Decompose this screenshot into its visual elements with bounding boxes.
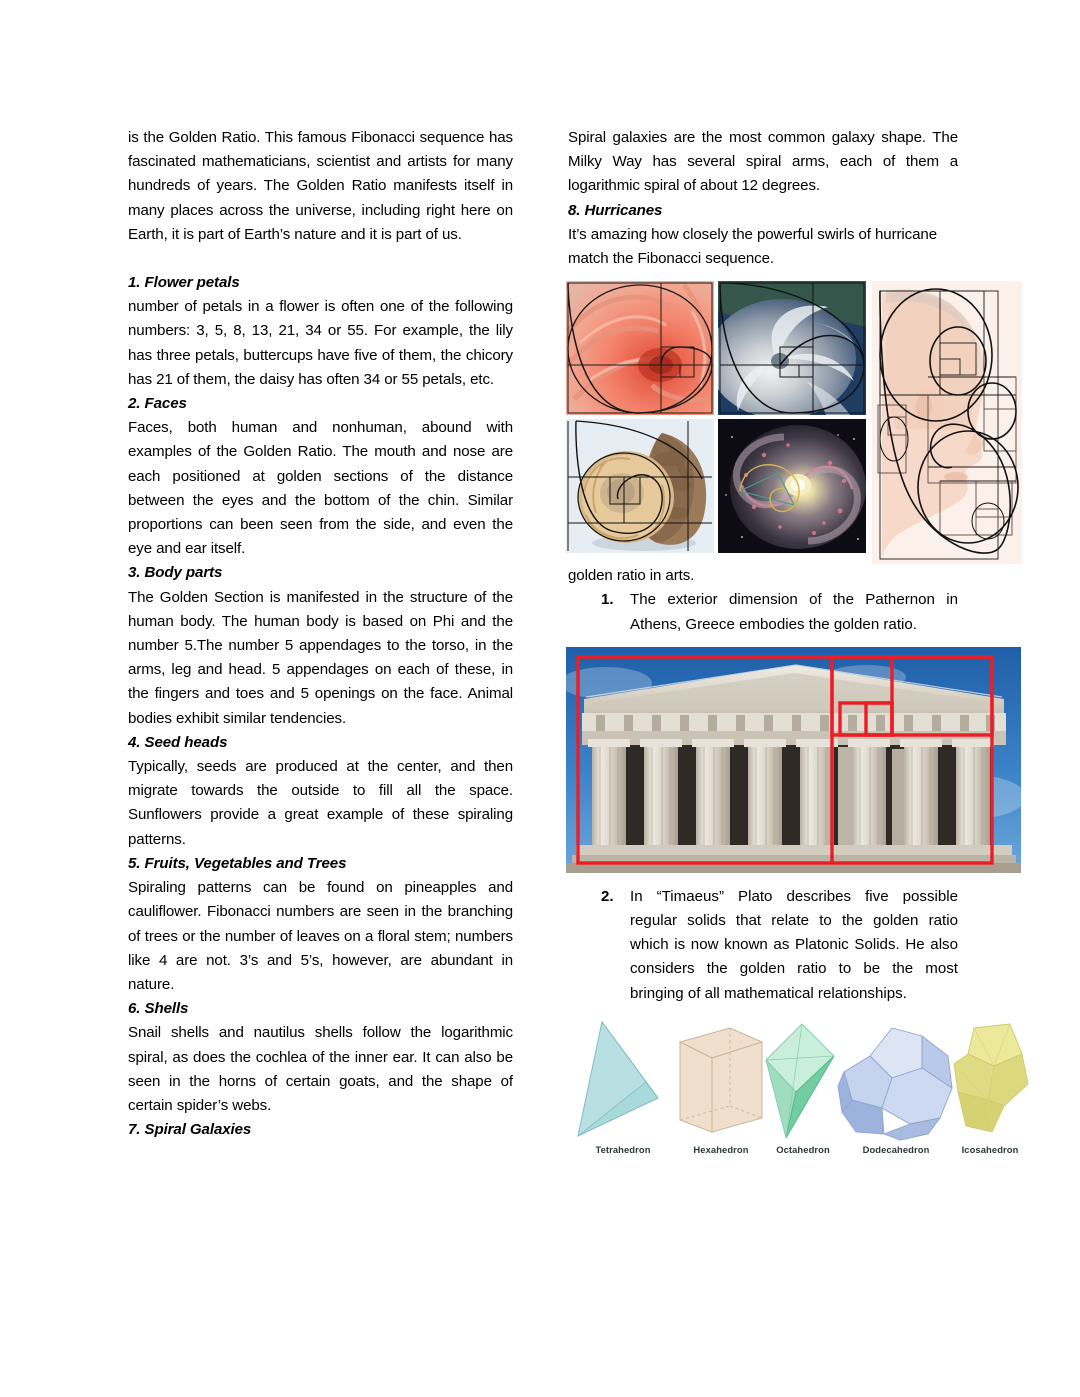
arts-list-item-platonic-solids [568,885,958,1006]
arts-list [568,588,958,636]
golden-spiral-collage [566,281,1022,564]
list-number: 2. [601,887,614,905]
two-column-layout [128,126,1019,1172]
arts-list-second [568,885,958,1006]
left-column [128,126,513,1172]
section-heading-shells: 6. Shells [128,1000,189,1018]
section-heading-flower-petals: 1. Flower petals [128,274,240,292]
solid-label-hexahedron: Hexahedron [693,1143,749,1155]
section-heading-faces: 2. Faces [128,395,187,413]
arts-list-item-parthenon [568,588,958,636]
parthenon-golden-rectangles [566,647,1021,873]
solid-dodecahedron [838,1028,952,1140]
section-heading-seed-heads: 4. Seed heads [128,733,228,751]
solid-label-dodecahedron: Dodecahedron [862,1143,930,1155]
section-body-fruits-vegetables-trees: Spiraling patterns can be found on pineapples and cauliflower. Fibonacci numbers are seen in the branching of trees or the number of leaves on a floral stem; numbers like 4 are not. 3’s and 5’s, however, are abundant in nature. [128,879,513,993]
collage-panel-hurricane [718,281,866,415]
list-number: 1. [601,591,614,609]
collage-panel-face-profile [872,281,1022,564]
collage-panel-rose [566,281,714,415]
arts-lead-in: golden ratio in arts. [568,567,695,585]
right-column [568,126,1019,1172]
section-heading-hurricanes: 8. Hurricanes [568,201,663,219]
solid-octahedron [766,1024,834,1138]
solid-label-octahedron: Octahedron [776,1143,830,1155]
section-body-body-parts: The Golden Section is manifested in the structure of the human body. The human body is based on Phi and the number 5.The number 5 appendages to the torso, in the arms, leg and head. 5 appendages on each of these, in the fingers and toes and 5 openings on the face. Animal bodies exhibit similar tendencies. [128,588,513,727]
section-body-faces: Faces, both human and nonhuman, abound with examples of the Golden Ratio. The mouth and nose are each positioned at golden sections of the distance between the eyes and the bottom of the chin. Similar proportions can been seen from the side, and even the eye and ear itself. [128,419,513,558]
section-body-seed-heads: Typically, seeds are produced at the center, and then migrate towards the outside to fill all the space. Sunflowers provide a great example of these spiraling patterns. [128,758,513,848]
solid-label-tetrahedron: Tetrahedron [595,1143,651,1155]
section-body-hurricanes: It’s amazing how closely the powerful swirls of hurricane match the Fibonacci sequence. [568,225,938,268]
section-heading-fruits-vegetables-trees: 5. Fruits, Vegetables and Trees [128,854,347,872]
section-body-shells: Snail shells and nautilus shells follow the logarithmic spiral, as does the cochlea of the inner ear. It can also be seen in the horns of certain goats, and the shape of certain spider’s webs. [128,1024,513,1114]
list-item-text: In “Timaeus” Plato describes five possible regular solids that relate to the golden ratio which is now known as Platonic Solids. He also considers the golden ratio to be the most bringing of all mathematical relationships. [630,887,958,1002]
platonic-solids-diagram [570,1020,1030,1172]
list-item-text: The exterior dimension of the Pathernon in Athens, Greece embodies the golden ratio. [630,591,958,633]
solid-hexahedron [680,1028,762,1132]
collage-panel-nautilus-shell [566,419,714,553]
paragraph-spacer [128,247,513,271]
collage-panel-spiral-galaxy [718,419,866,553]
section-heading-body-parts: 3. Body parts [128,564,223,582]
intro-paragraph: is the Golden Ratio. This famous Fibonacci sequence has fascinated mathematicians, scientist and artists for many hundreds of years. The Golden Ratio manifests itself in many places across the universe, including right here on Earth, it is part of Earth’s nature and it is part of us. [128,129,513,243]
solid-tetrahedron [578,1022,658,1136]
solid-label-icosahedron: Icosahedron [961,1143,1019,1155]
section-heading-spiral-galaxies: 7. Spiral Galaxies [128,1121,252,1139]
solid-icosahedron [954,1024,1028,1132]
spiral-galaxies-body: Spiral galaxies are the most common galaxy shape. The Milky Way has several spiral arms, each of them a logarithmic spiral of about 12 degrees. [568,129,958,195]
section-body-flower-petals: number of petals in a flower is often one of the following numbers: 3, 5, 8, 13, 21, 34 or 55. For example, the lily has three petals, buttercups have five of them, the chicory has 21 of them, the daisy has often 34 or 55 petals, etc. [128,298,513,388]
